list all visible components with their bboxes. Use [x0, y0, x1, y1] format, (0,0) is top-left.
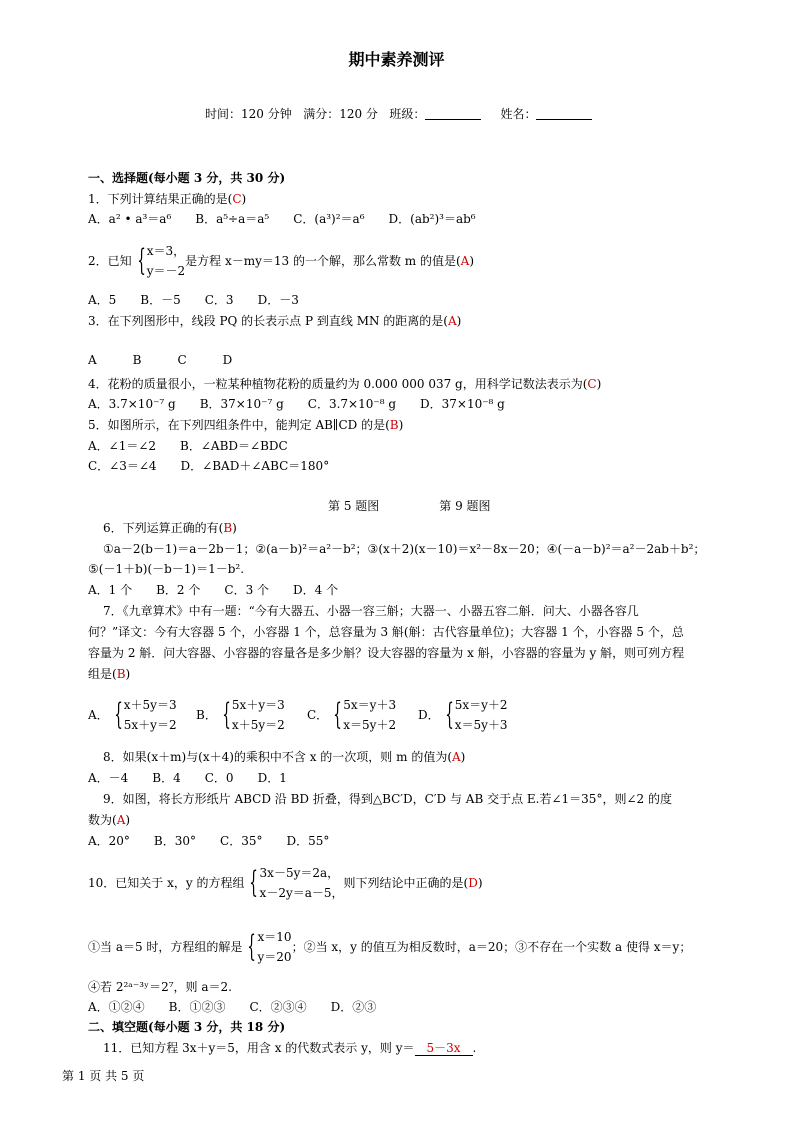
q10-stem: 10．已知关于 x，y 的方程组 { 3x－5y＝2a， x－2y＝a－5， 则下列结论中正确的是(D)	[88, 863, 483, 903]
q8-options: A．－4 B．4 C．0 D．1	[88, 771, 287, 785]
time-label: 时间：120 分钟	[205, 107, 292, 121]
q11-stem: 11．已知方程 3x＋y＝5，用含 x 的代数式表示 y，则 y＝ 5－3x .	[103, 1041, 477, 1055]
class-blank[interactable]	[425, 107, 481, 120]
q9-answer: A	[116, 813, 126, 827]
q11-answer: 5－3x	[415, 1041, 473, 1056]
q1-answer: C	[232, 192, 242, 206]
q7-option-d: D． { 5x＝y＋2 x＝5y＋3	[418, 697, 508, 732]
q10-options: A．①②④ B．①②③ C．②③④ D．②③	[88, 1000, 377, 1014]
q7-option-b: B． { 5x＋y＝3 x＋5y＝2	[196, 697, 285, 732]
q4-answer: C	[587, 377, 597, 391]
name-blank[interactable]	[536, 107, 592, 120]
q1-stem: 1．下列计算结果正确的是(C)	[88, 192, 247, 206]
q3-stem: 3．在下列图形中，线段 PQ 的长表示点 P 到直线 MN 的距离的是(A)	[88, 314, 462, 328]
q4-options: A．3.7×10⁻⁷ g B．37×10⁻⁷ g C．3.7×10⁻⁸ g D．37×10⁻⁸ g	[88, 397, 505, 411]
q7-option-c: C． { 5x＝y＋3 x＝5y＋2	[307, 697, 397, 732]
q9-line2: 数为(A)	[88, 813, 131, 827]
figure-caption: 第 5 题图 第 9 题图	[328, 499, 491, 513]
q6-options: A．1 个 B．2 个 C．3 个 D．4 个	[88, 583, 339, 597]
score-label: 满分：120 分	[303, 107, 378, 121]
q10-solution: x＝10 y＝20	[257, 930, 292, 964]
q3-answer: A	[447, 314, 457, 328]
q5-options-row1: A．∠1＝∠2 B．∠ABD＝∠BDC	[88, 439, 288, 453]
q7-line1: 7．《九章算术》中有一题：“今有大器五、小器一容三斛；大器一、小器五容二斛．问大、小器各容几	[103, 604, 639, 618]
q7-line2: 何？”译文：今有大容器 5 个，小容器 1 个，总容量为 3 斛(斛：古代容量单位)；大容器 1 个，小容器 5 个，总	[88, 625, 684, 639]
q6-statements-2: ⑤(－1＋b)(－b－1)＝1－b².	[88, 562, 245, 576]
q2-stem: 2．已知 { x＝3， y＝－2 是方程 x－my＝13 的一个解，那么常数 m 的值是(A)	[88, 241, 474, 281]
exam-meta	[205, 107, 592, 120]
q10-line2: ①当 a＝5 时，方程组的解是 { x＝10 y＝20 ；②当 x，y 的值互为相反数时，a＝20；③不存在一个实数 a 使得 x＝y；	[88, 927, 691, 967]
q8-stem: 8．如果(x＋m)与(x＋4)的乘积中不含 x 的一次项，则 m 的值为(A)	[103, 750, 466, 764]
q5-stem: 5．如图所示，在下列四组条件中，能判定 AB∥CD 的是(B)	[88, 418, 404, 432]
q3-options: A B C D	[88, 353, 233, 367]
q6-stem: 6．下列运算正确的有(B)	[103, 521, 237, 535]
q9-line1: 9．如图，将长方形纸片 ABCD 沿 BD 折叠，得到△BC′D，C′D 与 AB 交于点 E.若∠1＝35°，则∠2 的度	[103, 792, 672, 806]
q2-answer: A	[460, 254, 470, 268]
q2-options: A．5 B．－5 C．3 D．－3	[88, 293, 299, 307]
q5-options-row2: C．∠3＝∠4 D．∠BAD＋∠ABC＝180°	[88, 459, 330, 473]
q10-line3: ④若 2²ᵃ⁻³ʸ＝2⁷，则 a＝2.	[88, 980, 232, 994]
q10-system: 3x－5y＝2a， x－2y＝a－5，	[259, 866, 344, 900]
q5-answer: B	[389, 418, 399, 432]
page-footer: 第 1 页 共 5 页	[62, 1069, 145, 1083]
section-heading-choice: 一、选择题(每小题 3 分，共 30 分)	[88, 171, 286, 185]
q7-answer: B	[116, 667, 126, 681]
q6-statements-1: ①a－2(b－1)＝a－2b－1；②(a－b)²＝a²－b²；③(x＋2)(x－10)＝x²－8x－20；④(－a－b)²＝a²－2ab＋b²；	[103, 542, 706, 556]
q2-system: x＝3， y＝－2	[146, 244, 186, 278]
q6-answer: B	[223, 521, 233, 535]
q7-line4: 组是(B)	[88, 667, 131, 681]
q8-answer: A	[452, 750, 461, 764]
q7-option-a: A． { x＋5y＝3 5x＋y＝2	[88, 697, 177, 732]
q1-options: A．a² • a³＝a⁶ B．a⁵÷a＝a⁵ C．(a³)²＝a⁶ D．(ab²)³＝ab⁶	[88, 212, 476, 226]
q4-stem: 4．花粉的质量很小，一粒某种植物花粉的质量约为 0.000 000 037 g，用科学记数法表示为(C)	[88, 377, 602, 391]
q9-options: A．20° B．30° C．35° D．55°	[88, 834, 330, 848]
q7-line3: 容量为 2 斛．问大容器、小容器的容量各是多少斛？设大容器的容量为 x 斛，小容器的容量为 y 斛，则可列方程	[88, 646, 685, 660]
section-heading-fill: 二、填空题(每小题 3 分，共 18 分)	[88, 1020, 286, 1034]
page-title: 期中素养测评	[348, 50, 445, 69]
class-label: 班级：	[389, 107, 426, 121]
q10-answer: D	[468, 876, 478, 890]
name-label: 姓名：	[500, 107, 537, 121]
